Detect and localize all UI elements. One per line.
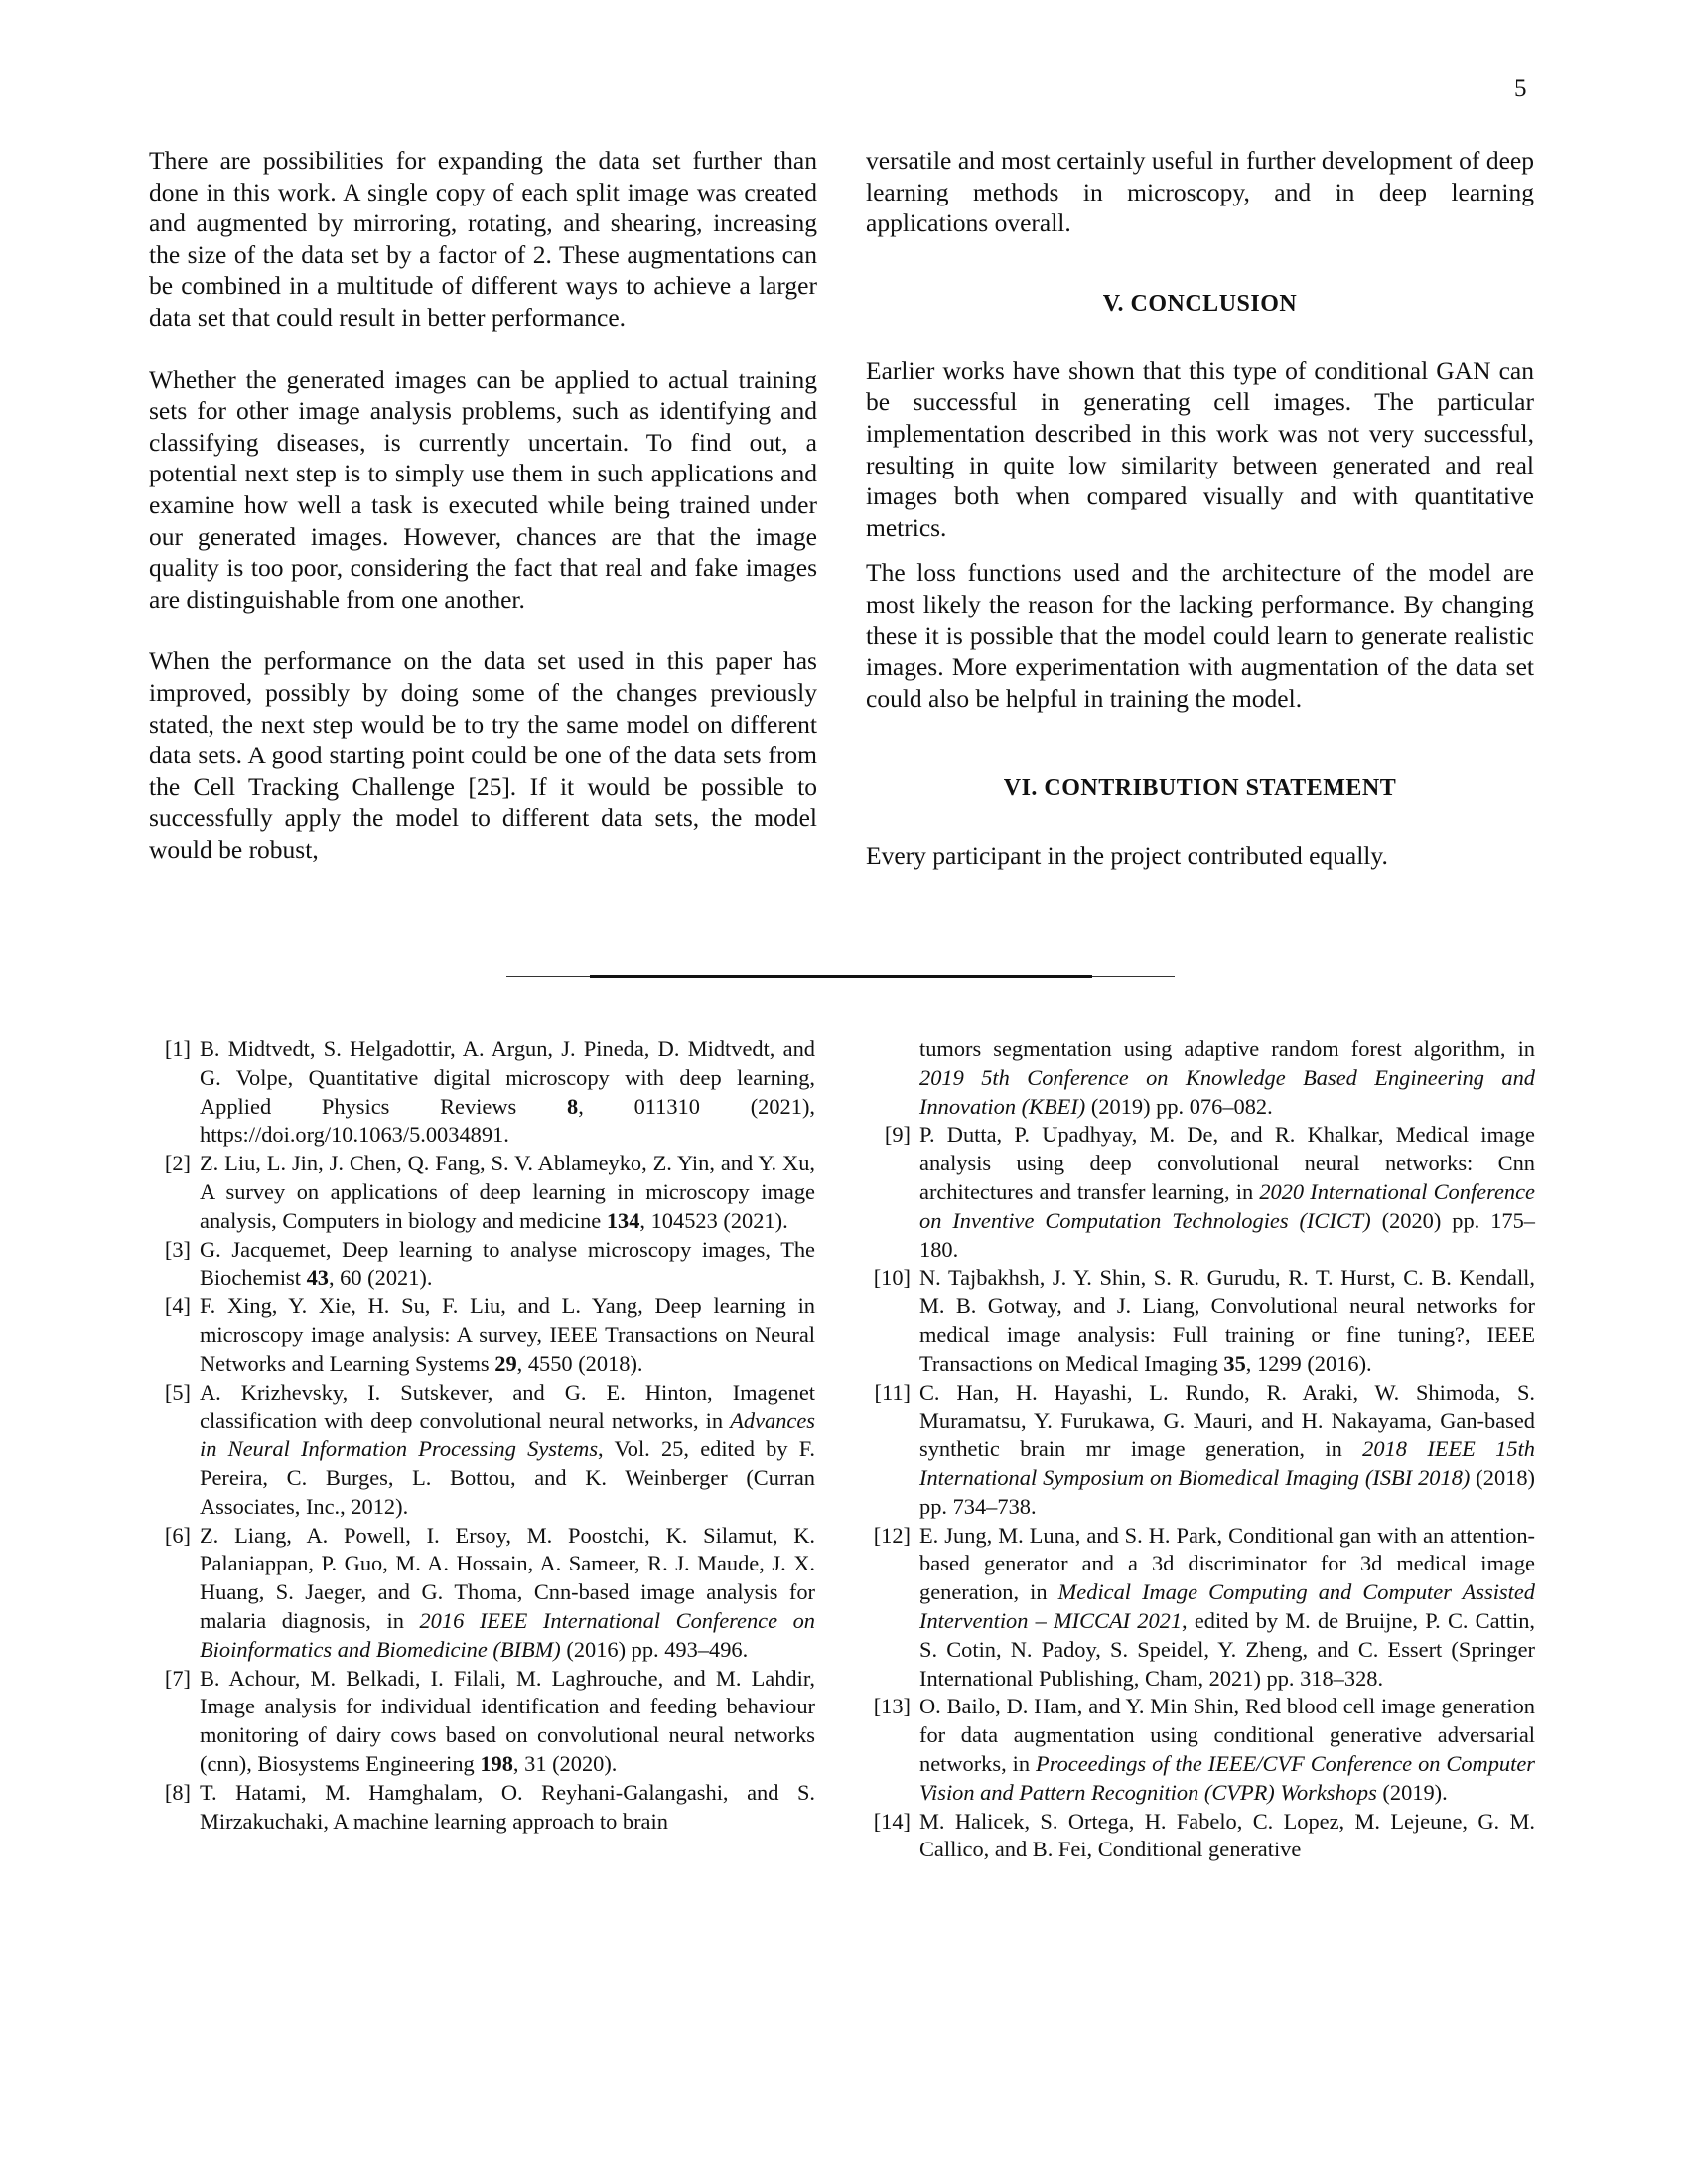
reference-label: [12] bbox=[873, 1522, 911, 1548]
reference-item bbox=[919, 1035, 1535, 1121]
reference-item bbox=[164, 1779, 815, 1837]
reference-text: N. Tajbakhsh, J. Y. Shin, S. R. Gurudu, R. T. Hurst, C. B. Kendall, M. B. Gotway, and J. Liang, Convolutional neural networks for medical image analysis: Full training or fine tuning?, IEEE Transactions on Medical Imaging bbox=[919, 1265, 1535, 1376]
reference-label: [6] bbox=[164, 1522, 191, 1548]
reference-text: , 104523 (2021). bbox=[639, 1207, 788, 1233]
reference-text: (2018) pp. 734–738. bbox=[919, 1464, 1535, 1519]
reference-label: [10] bbox=[873, 1265, 911, 1291]
reference-text: (2019) pp. 076–082. bbox=[1085, 1093, 1273, 1119]
reference-label: [14] bbox=[873, 1808, 911, 1834]
reference-item bbox=[164, 1379, 815, 1522]
reference-label: [11] bbox=[874, 1379, 911, 1405]
reference-text: , 4550 (2018). bbox=[516, 1350, 643, 1376]
reference-label: [5] bbox=[164, 1379, 191, 1405]
reference-text: P. Dutta, P. Upadhyay, M. De, and R. Khalkar, Medical image analysis using deep convolutional neural networks: Cnn architectures and transfer learning, in bbox=[919, 1122, 1535, 1204]
reference-label: [8] bbox=[164, 1779, 191, 1805]
reference-label: [13] bbox=[873, 1694, 911, 1719]
right-column bbox=[866, 145, 1534, 872]
reference-text: Advances in Neural Information Processing Systems bbox=[200, 1408, 815, 1462]
paragraph: Whether the generated images can be applied to actual training sets for other image analysis problems, such as identifying and classifying diseases, is currently uncertain. To find out, a potential next step is to simply use them in such applications and examine how well a task is executed while being trained under our generated images. However, chances are that the image quality is too poor, considering the fact that real and fake images are distinguishable from one another. bbox=[149, 364, 817, 614]
paragraph: The loss functions used and the architecture of the model are most likely the reason for the lacking performance. By changing these it is possible that the model could learn to generate realistic images. More experimentation with augmentation of the data set could also be helpful in training the model. bbox=[866, 558, 1534, 713]
reference-item bbox=[873, 1693, 1535, 1807]
reference-text: 2019 5th Conference on Knowledge Based Engineering and Innovation (KBEI) bbox=[919, 1064, 1535, 1119]
reference-label: [2] bbox=[164, 1151, 191, 1176]
reference-item bbox=[164, 1522, 816, 1665]
reference-text: , 011310 (2021), https://doi.org/10.1063/5.0034891. bbox=[200, 1093, 816, 1148]
reference-label: [1] bbox=[164, 1036, 191, 1061]
reference-label: [7] bbox=[164, 1665, 191, 1691]
reference-text: (2019). bbox=[1376, 1779, 1448, 1805]
left-column bbox=[149, 145, 817, 865]
reference-text: 2016 IEEE International Conference on Bioinformatics and Biomedicine (BIBM) bbox=[200, 1607, 816, 1662]
reference-text: G. Jacquemet, Deep learning to analyse microscopy images, The Biochemist bbox=[200, 1236, 815, 1291]
reference-text: Proceedings of the IEEE/CVF Conference on Computer Vision and Pattern Recognition (CVPR) Workshops bbox=[919, 1750, 1535, 1805]
section-heading-contribution: VI. CONTRIBUTION STATEMENT bbox=[1003, 775, 1397, 802]
reference-text: E. Jung, M. Luna, and S. H. Park, Conditional gan with an attention-based generator and a 3d discriminator for 3d medical image generation, in bbox=[919, 1522, 1535, 1605]
reference-item bbox=[164, 1035, 816, 1150]
reference-text: , Vol. 25, edited by F. Pereira, C. Burges, L. Bottou, and K. Weinberger (Curran Associates, Inc., 2012). bbox=[200, 1436, 815, 1519]
paragraph: There are possibilities for expanding the data set further than done in this work. A single copy of each split image was created and augmented by mirroring, rotating, and shearing, increasing the size of the data set by a factor of 2. These augmentations can be combined in a multitude of different ways to achieve a larger data set that could result in better performance. bbox=[149, 146, 817, 332]
reference-text: (2020) pp. 175–180. bbox=[919, 1207, 1535, 1262]
reference-text: 29 bbox=[494, 1350, 517, 1376]
reference-item bbox=[164, 1150, 815, 1235]
reference-label: [4] bbox=[164, 1294, 191, 1319]
reference-item bbox=[874, 1379, 1535, 1522]
reference-text: , 60 (2021). bbox=[328, 1265, 433, 1291]
reference-text: 43 bbox=[306, 1265, 329, 1291]
paragraph: When the performance on the data set used in this paper has improved, possibly by doing some of the changes previously stated, the next step would be to try the same model on different data sets. A good starting point could be one of the data sets from the Cell Tracking Challenge [25]. If it would be possible to successfully apply the model to different data sets, the model would be robust, bbox=[149, 646, 817, 864]
reference-text: M. Halicek, S. Ortega, H. Fabelo, C. Lopez, M. Lejeune, G. M. Callico, and B. Fei, Conditional generative bbox=[919, 1808, 1535, 1862]
reference-item bbox=[884, 1121, 1535, 1264]
reference-text: O. Bailo, D. Ham, and Y. Min Shin, Red blood cell image generation for data augmentation using conditional generative adversarial networks, in bbox=[919, 1694, 1535, 1776]
reference-text: 2018 IEEE 15th International Symposium on Biomedical Imaging (ISBI 2018) bbox=[919, 1436, 1535, 1490]
reference-text: Medical Image Computing and Computer Assisted Intervention – MICCAI 2021 bbox=[919, 1579, 1535, 1633]
page-number: 5 bbox=[1514, 75, 1527, 102]
reference-label: [3] bbox=[164, 1236, 191, 1262]
reference-item bbox=[164, 1293, 815, 1378]
paragraph: Every participant in the project contributed equally. bbox=[866, 841, 1388, 871]
reference-text: , 1299 (2016). bbox=[1245, 1350, 1372, 1376]
references-divider-bold bbox=[590, 975, 1092, 978]
reference-text: , 31 (2020). bbox=[512, 1750, 618, 1776]
reference-text: 134 bbox=[606, 1207, 640, 1233]
reference-text: , edited by M. de Bruijne, P. C. Cattin, S. Cotin, N. Padoy, S. Speidel, Y. Zheng, and C. Essert (Springer International Publishing, Cham, 2021) pp. 318–328. bbox=[919, 1607, 1535, 1691]
reference-item bbox=[873, 1264, 1535, 1378]
reference-item bbox=[873, 1522, 1535, 1694]
reference-text: Z. Liu, L. Jin, J. Chen, Q. Fang, S. V. Ablameyko, Z. Yin, and Y. Xu, A survey on applications of deep learning in microscopy image analysis, Computers in biology and medicine bbox=[200, 1151, 815, 1233]
reference-text: C. Han, H. Hayashi, L. Rundo, R. Araki, W. Shimoda, S. Muramatsu, Y. Furukawa, G. Mauri, and H. Nakayama, Gan-based synthetic brain mr image generation, in bbox=[919, 1379, 1535, 1462]
reference-label: [9] bbox=[884, 1122, 911, 1148]
section-heading-conclusion: V. CONCLUSION bbox=[1102, 290, 1298, 317]
reference-text: Z. Liang, A. Powell, I. Ersoy, M. Poostchi, K. Silamut, K. Palaniappan, P. Guo, M. A. Hossain, A. Sameer, R. J. Maude, J. X. Huang, S. Jaeger, and G. Thoma, Cnn-based image analysis for malaria diagnosis, in bbox=[200, 1522, 815, 1633]
reference-item bbox=[873, 1808, 1535, 1865]
reference-text: B. Midtvedt, S. Helgadottir, A. Argun, J. Pineda, D. Midtvedt, and G. Volpe, Quantitative digital microscopy with deep learning, Applied Physics Reviews bbox=[200, 1036, 815, 1119]
reference-text: 8 bbox=[567, 1093, 579, 1119]
reference-text: T. Hatami, M. Hamghalam, O. Reyhani-Galangashi, and S. Mirzakuchaki, A machine learning approach to brain bbox=[200, 1779, 815, 1834]
paragraph: Earlier works have shown that this type of conditional GAN can be successful in generating cell images. The particular implementation described in this work was not very successful, resulting in quite low similarity between generated and real images both when compared visually and with quantitative metrics. bbox=[866, 355, 1534, 542]
reference-text: 198 bbox=[480, 1750, 513, 1776]
reference-text: F. Xing, Y. Xie, H. Su, F. Liu, and L. Yang, Deep learning in microscopy image analysis: A survey, IEEE Transactions on Neural Networks and Learning Systems bbox=[200, 1294, 815, 1376]
reference-item bbox=[164, 1665, 815, 1779]
reference-text: 2020 International Conference on Inventive Computation Technologies (ICICT) bbox=[919, 1178, 1535, 1233]
reference-text: 35 bbox=[1223, 1350, 1246, 1376]
reference-text: B. Achour, M. Belkadi, I. Filali, M. Laghrouche, and M. Lahdir, Image analysis for individual identification and feeding behaviour monitoring of dairy cows based on convolutional neural networks (cnn), Biosystems Engineering bbox=[200, 1665, 815, 1776]
reference-text: (2016) pp. 493–496. bbox=[560, 1636, 749, 1662]
reference-item bbox=[164, 1236, 815, 1294]
references-right bbox=[873, 1035, 1535, 1864]
reference-text: tumors segmentation using adaptive random forest algorithm, in bbox=[919, 1036, 1535, 1061]
references-left bbox=[164, 1035, 816, 1836]
reference-text: A. Krizhevsky, I. Sutskever, and G. E. Hinton, Imagenet classification with deep convolutional neural networks, in bbox=[200, 1379, 815, 1433]
paragraph: versatile and most certainly useful in further development of deep learning methods in microscopy, and in deep learning applications overall. bbox=[866, 146, 1534, 238]
